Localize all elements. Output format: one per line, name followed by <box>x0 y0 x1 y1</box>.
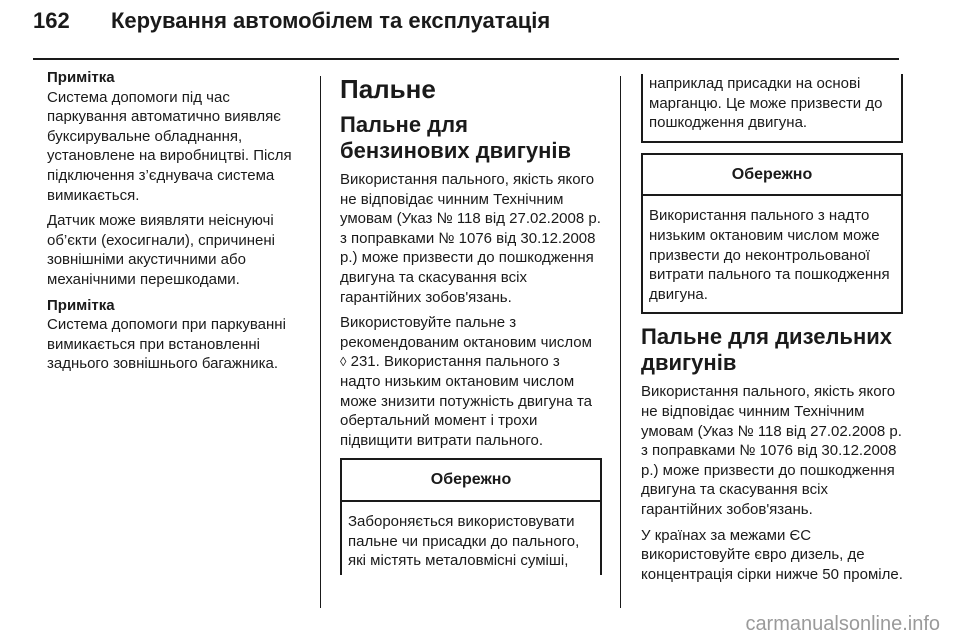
note-text: Система допомоги під час паркування автоматично виявляє буксирувальне обладнання, установлене на виробництві. Після підключення з’єднувача система вимикається. <box>47 88 292 204</box>
page-number: 162 <box>33 8 70 33</box>
column-2 <box>340 68 602 585</box>
warning-box-continued <box>641 74 903 143</box>
column-divider-left <box>320 76 321 608</box>
paragraph: Використання пального, якість якого не відповідає чинним Технічним умовам (Указ № 118 від 27.02.2008 р. з поправками № 1076 від 30.12.2008 р.) може призвести до пошкодження двигуна та скасування всіх гарантійних зобов'язань. <box>641 383 902 518</box>
warning-title: Обережно <box>342 460 600 502</box>
column-1 <box>47 68 309 380</box>
warning-box <box>340 458 602 574</box>
column-divider-right <box>620 76 621 608</box>
subsection-title: Пальне для дизельних двигунів <box>641 324 892 376</box>
note-2 <box>47 296 309 374</box>
page-header <box>33 8 550 34</box>
warning-text: наприклад присадки на основі марганцю. Це може призвести до пошкодження двигуна. <box>649 75 883 132</box>
warning-box <box>641 153 903 315</box>
paragraph-text: 231. Використання пального з надто низьким октановим числом може знизити потужність двигуна та обертальний момент і трохи підвищити витрати пального. <box>340 353 592 449</box>
page-reference-icon: ◊ <box>340 354 347 370</box>
warning-text: Забороняється використовувати пальне чи присадки до пального, які містять металовмісні суміші, <box>348 512 580 570</box>
note-1 <box>47 68 309 205</box>
warning-title: Обережно <box>643 155 901 197</box>
note-title: Примітка <box>47 296 115 314</box>
header-rule <box>33 58 899 60</box>
paragraph-with-reference <box>340 313 602 450</box>
paragraph: Датчик може виявляти неіснуючі об’єкти (ехосигнали), спричинені зовнішніми акустичними або механічними перешкодами. <box>47 212 275 288</box>
subsection-title: Пальне для бензинових двигунів <box>340 112 572 163</box>
paragraph: Використання пального, якість якого не відповідає чинним Технічним умовам (Указ № 118 від 27.02.2008 р. з поправками № 1076 від 30.12.2008 р.) може призвести до пошкодження двигуна та скасування всіх гарантійних зобов'язань. <box>340 171 601 306</box>
chapter-title: Керування автомобілем та експлуатація <box>111 8 551 33</box>
paragraph: У країнах за межами ЄС використовуйте євро дизель, де концентрація сірки нижче 50 проміле. <box>641 526 903 583</box>
note-title: Примітка <box>47 69 115 86</box>
paragraph-text: Використовуйте пальне з рекомендованим октановим числом <box>340 314 592 351</box>
warning-text: Використання пального з надто низьким октановим числом може призвести до неконтрольованої витрати пального та пошкодження двигуна. <box>649 207 890 303</box>
watermark: carmanualsonline.info <box>745 613 940 635</box>
section-title: Пальне <box>340 74 436 104</box>
note-text: Система допомоги при паркуванні вимикається при встановленні заднього зовнішнього багажника. <box>47 316 286 373</box>
column-3 <box>641 74 903 590</box>
